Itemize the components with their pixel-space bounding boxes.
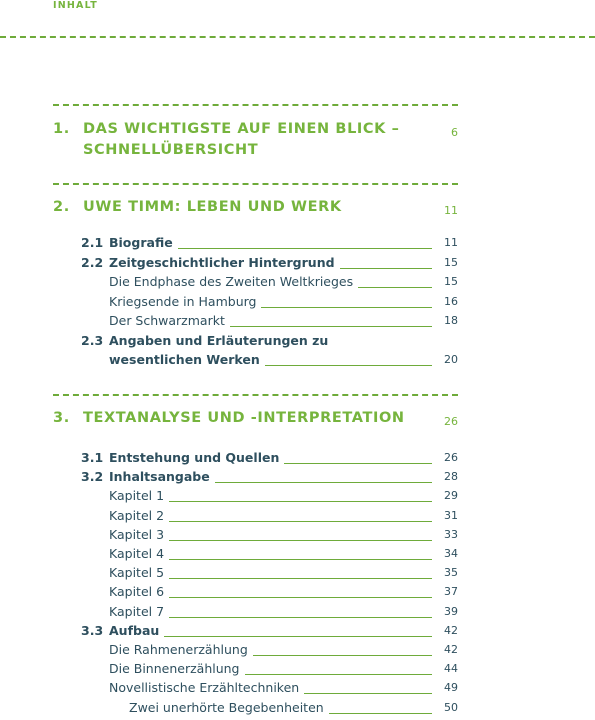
chapter-page: 11 [444, 204, 458, 217]
chapter-title: UWE TIMM: LEBEN UND WERK [83, 199, 342, 215]
leader-line [169, 578, 432, 579]
toc-entry[interactable] [0, 544, 458, 564]
toc-entry[interactable] [0, 506, 458, 526]
entry-number: 3.2 [81, 469, 104, 485]
header-rule [0, 36, 595, 38]
entry-title: Angaben und Erläuterungen zu [109, 332, 329, 348]
chapter-title: TEXTANALYSE UND -INTERPRETATION [83, 410, 405, 426]
toc-entry[interactable] [0, 272, 458, 292]
entry-title: Kapitel 4 [109, 546, 165, 561]
toc-entry[interactable] [0, 292, 458, 312]
entry-page: 20 [444, 353, 458, 366]
toc-entry[interactable] [0, 678, 458, 698]
entry-title: wesentlichen Werken [109, 352, 260, 367]
toc-entry[interactable] [0, 525, 458, 545]
entry-title: Die Binnenerzählung [109, 661, 240, 677]
entry-page: 16 [444, 294, 458, 308]
toc-entry[interactable] [0, 640, 458, 660]
entry-number: 3.3 [81, 622, 104, 638]
entry-number: 2.2 [81, 254, 104, 270]
toc-entry[interactable] [0, 448, 458, 468]
entry-title: Aufbau [109, 622, 160, 638]
entry-page: 39 [444, 604, 458, 618]
entry-page: 49 [444, 681, 458, 695]
toc-entry[interactable] [0, 331, 458, 351]
toc-entry[interactable] [0, 350, 458, 370]
entry-page: 42 [444, 643, 458, 656]
chapter-title: DAS WICHTIGSTE AUF EINEN BLICK – SCHNELLÜBERSICHT [83, 121, 400, 158]
entry-page: 11 [444, 236, 458, 249]
toc-entry[interactable] [0, 621, 458, 641]
leader-line [169, 617, 432, 618]
entry-title: Zeitgeschichtlicher Hintergrund [109, 254, 335, 270]
toc-entry[interactable] [0, 486, 458, 506]
leader-line [169, 501, 432, 502]
entry-title: Kapitel 6 [109, 584, 165, 600]
leader-line [358, 287, 432, 288]
entry-page: 35 [444, 566, 458, 580]
entry-title: Kapitel 1 [109, 488, 165, 504]
entry-page: 37 [444, 585, 458, 599]
entry-title: Kapitel 7 [109, 603, 165, 619]
running-header: INHALT [53, 0, 98, 11]
toc-entry[interactable] [0, 467, 458, 487]
entry-title: Kapitel 3 [109, 526, 165, 542]
entry-number: 2.1 [81, 235, 104, 250]
chapter-page: 6 [451, 126, 458, 139]
entry-title: Kapitel 2 [109, 507, 165, 523]
entry-page: 15 [444, 255, 458, 269]
entry-title: Zwei unerhörte Begebenheiten [129, 699, 324, 715]
leader-line [245, 674, 432, 675]
toc-entry[interactable] [0, 311, 458, 331]
entry-title: Novellistische Erzähltechniken [109, 680, 300, 696]
entry-page: 29 [444, 489, 458, 503]
leader-line [340, 268, 432, 269]
entry-page: 50 [444, 700, 458, 714]
leader-line [169, 559, 432, 560]
entry-page: 15 [444, 275, 458, 288]
chapter-1-rule [53, 104, 458, 106]
entry-title: Inhaltsangabe [109, 469, 210, 485]
entry-title: Biografie [109, 235, 173, 250]
chapter-2-rule [53, 183, 458, 185]
leader-line [329, 713, 432, 714]
entry-page: 34 [444, 547, 458, 560]
leader-line [230, 326, 432, 327]
toc-entry[interactable] [0, 582, 458, 602]
leader-line [284, 463, 432, 464]
entry-page: 42 [444, 623, 458, 637]
toc-entry[interactable] [0, 602, 458, 622]
leader-line [253, 655, 432, 656]
entry-title: Kriegsende in Hamburg [109, 293, 257, 309]
entry-number: 2.3 [81, 332, 104, 348]
leader-line [169, 540, 432, 541]
toc-entry[interactable] [0, 659, 458, 679]
entry-page: 18 [444, 314, 458, 327]
chapter-page: 26 [444, 415, 458, 428]
leader-line [169, 597, 432, 598]
leader-line [169, 521, 432, 522]
entry-number: 3.1 [81, 450, 104, 465]
entry-title: Kapitel 5 [109, 565, 165, 581]
leader-line [178, 248, 432, 249]
toc-entry[interactable] [0, 233, 458, 253]
entry-title: Der Schwarzmarkt [109, 313, 225, 328]
entry-page: 44 [444, 662, 458, 676]
leader-line [304, 693, 432, 694]
entry-page: 26 [444, 451, 458, 464]
leader-line [265, 365, 432, 366]
leader-line [261, 307, 432, 308]
entry-title: Entstehung und Quellen [109, 450, 280, 465]
entry-title: Die Endphase des Zweiten Weltkrieges [109, 274, 354, 289]
entry-page: 28 [444, 470, 458, 484]
chapter-number: 3. [53, 410, 70, 426]
toc-entry[interactable] [0, 253, 458, 273]
entry-page: 31 [444, 508, 458, 522]
leader-line [215, 482, 432, 483]
leader-line [164, 636, 432, 637]
entry-page: 33 [444, 527, 458, 541]
toc-entry[interactable] [0, 563, 458, 583]
chapter-3-rule [53, 394, 458, 396]
chapter-number: 1. [53, 121, 70, 137]
entry-title: Die Rahmenerzählung [109, 642, 248, 657]
chapter-number: 2. [53, 199, 70, 215]
toc-entry[interactable] [0, 698, 458, 718]
